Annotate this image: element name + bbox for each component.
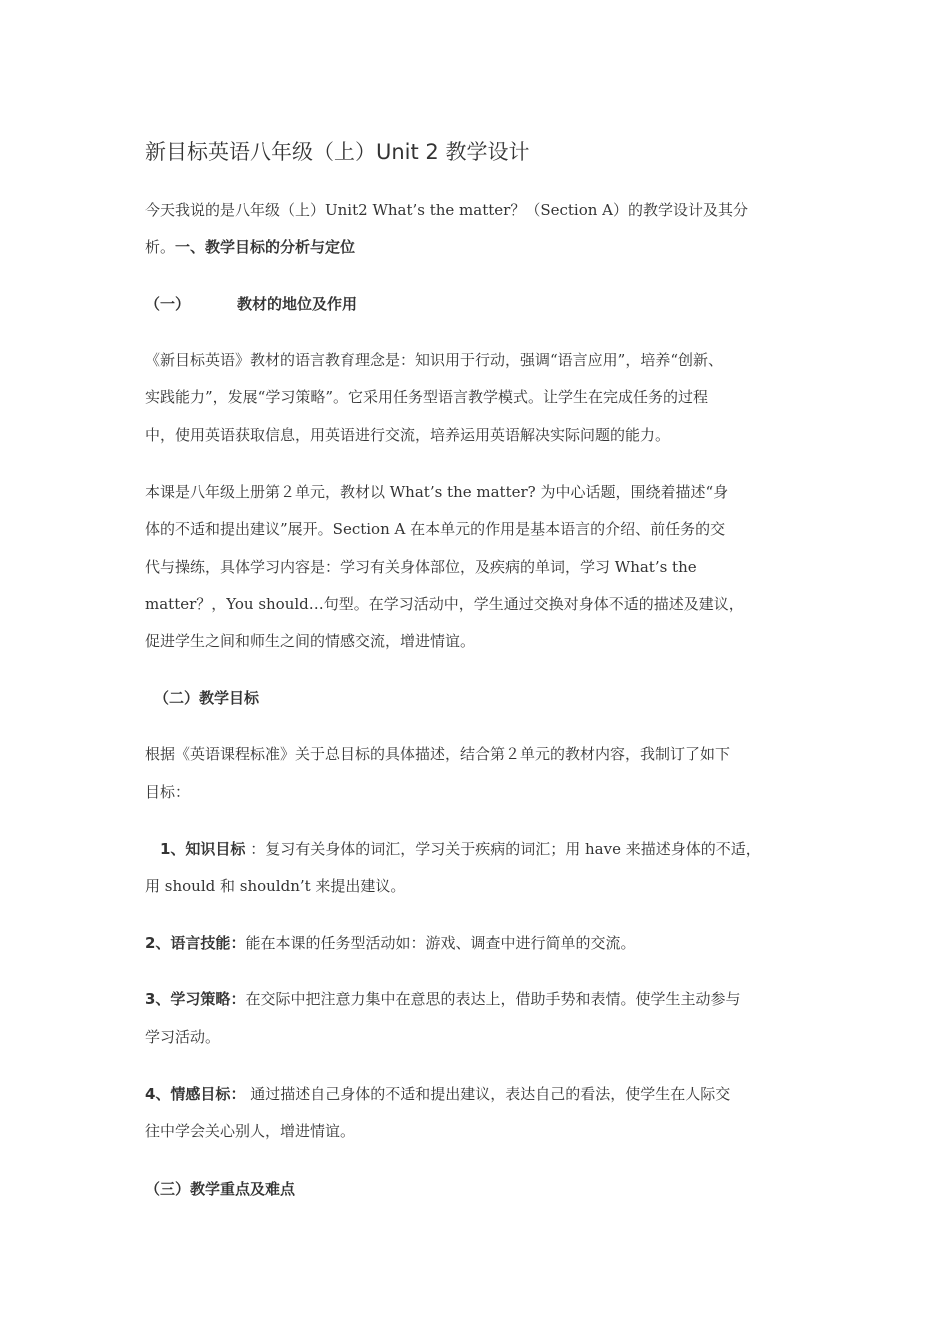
intro-line-1: 今天我说的是八年级（上）Unit2 What’s the matter？（Section A）的教学设计及其分 bbox=[145, 201, 748, 219]
goal-3-line-1 bbox=[145, 988, 740, 1010]
section-1-number: （一） bbox=[145, 295, 191, 313]
goal-2-text: 能在本课的任务型活动如：游戏、调查中进行简单的交流。 bbox=[245, 934, 636, 952]
para2-line-5: 促进学生之间和师生之间的情感交流，增进情谊。 bbox=[145, 632, 476, 650]
document-title: 新目标英语八年级（上）Unit 2 教学设计 bbox=[145, 140, 530, 164]
para1-line-2: 实践能力”，发展“学习策略”。它采用任务型语言教学模式。让学生在完成任务的过程 bbox=[145, 388, 709, 406]
section-1-label: 教材的地位及作用 bbox=[237, 295, 358, 313]
goal-1-line-2: 用 should 和 shouldn’t 来提出建议。 bbox=[145, 877, 406, 895]
goal-3-line-2: 学习活动。 bbox=[145, 1028, 221, 1046]
goal-4-line-2: 往中学会关心别人，增进情谊。 bbox=[145, 1122, 356, 1140]
section-heading-3: （三）教学重点及难点 bbox=[145, 1180, 296, 1198]
section-heading-objectives: 一、教学目标的分析与定位 bbox=[175, 238, 356, 256]
goal-1-label: 1、知识目标 bbox=[160, 840, 246, 858]
goal-1-text: ：复习有关身体的词汇，学习关于疾病的词汇；用 have 来描述身体的不适， bbox=[250, 840, 761, 858]
para2-line-2: 体的不适和提出建议”展开。Section A 在本单元的作用是基本语言的介绍、前任务的交 bbox=[145, 520, 726, 538]
goal-4-text: 通过描述自己身体的不适和提出建议，表达自己的看法，使学生在人际交 bbox=[250, 1085, 731, 1103]
para2-line-1: 本课是八年级上册第２单元，教材以 What’s the matter? 为中心话题，围绕着描述“身 bbox=[145, 483, 729, 501]
goal-2 bbox=[145, 932, 635, 954]
intro-text: 析。 bbox=[145, 238, 176, 256]
section-heading-1 bbox=[145, 293, 357, 315]
goal-3-label: 3、学习策略： bbox=[145, 990, 246, 1008]
para1-line-3: 中，使用英语获取信息，用英语进行交流，培养运用英语解决实际问题的能力。 bbox=[145, 426, 671, 444]
goal-4-label: 4、情感目标： bbox=[145, 1085, 246, 1103]
intro-line-2 bbox=[145, 236, 355, 258]
para2-line-4: matter？，You should…句型。在学习活动中，学生通过交换对身体不适的描述及建议， bbox=[145, 595, 744, 613]
goal-1-line-1 bbox=[160, 838, 761, 860]
para2-line-3: 代与操练，具体学习内容是：学习有关身体部位，及疾病的单词，学习 What’s the bbox=[145, 558, 697, 576]
goal-2-label: 2、语言技能： bbox=[145, 934, 246, 952]
section-heading-2: （二）教学目标 bbox=[154, 689, 260, 707]
para3-line-2: 目标： bbox=[145, 783, 191, 801]
para3-line-1: 根据《英语课程标准》关于总目标的具体描述，结合第２单元的教材内容，我制订了如下 bbox=[145, 745, 731, 763]
goal-4-line-1 bbox=[145, 1083, 730, 1105]
goal-3-text: 在交际中把注意力集中在意思的表达上，借助手势和表情。使学生主动参与 bbox=[245, 990, 741, 1008]
para1-line-1: 《新目标英语》教材的语言教育理念是：知识用于行动，强调“语言应用”，培养“创新、 bbox=[145, 351, 724, 369]
